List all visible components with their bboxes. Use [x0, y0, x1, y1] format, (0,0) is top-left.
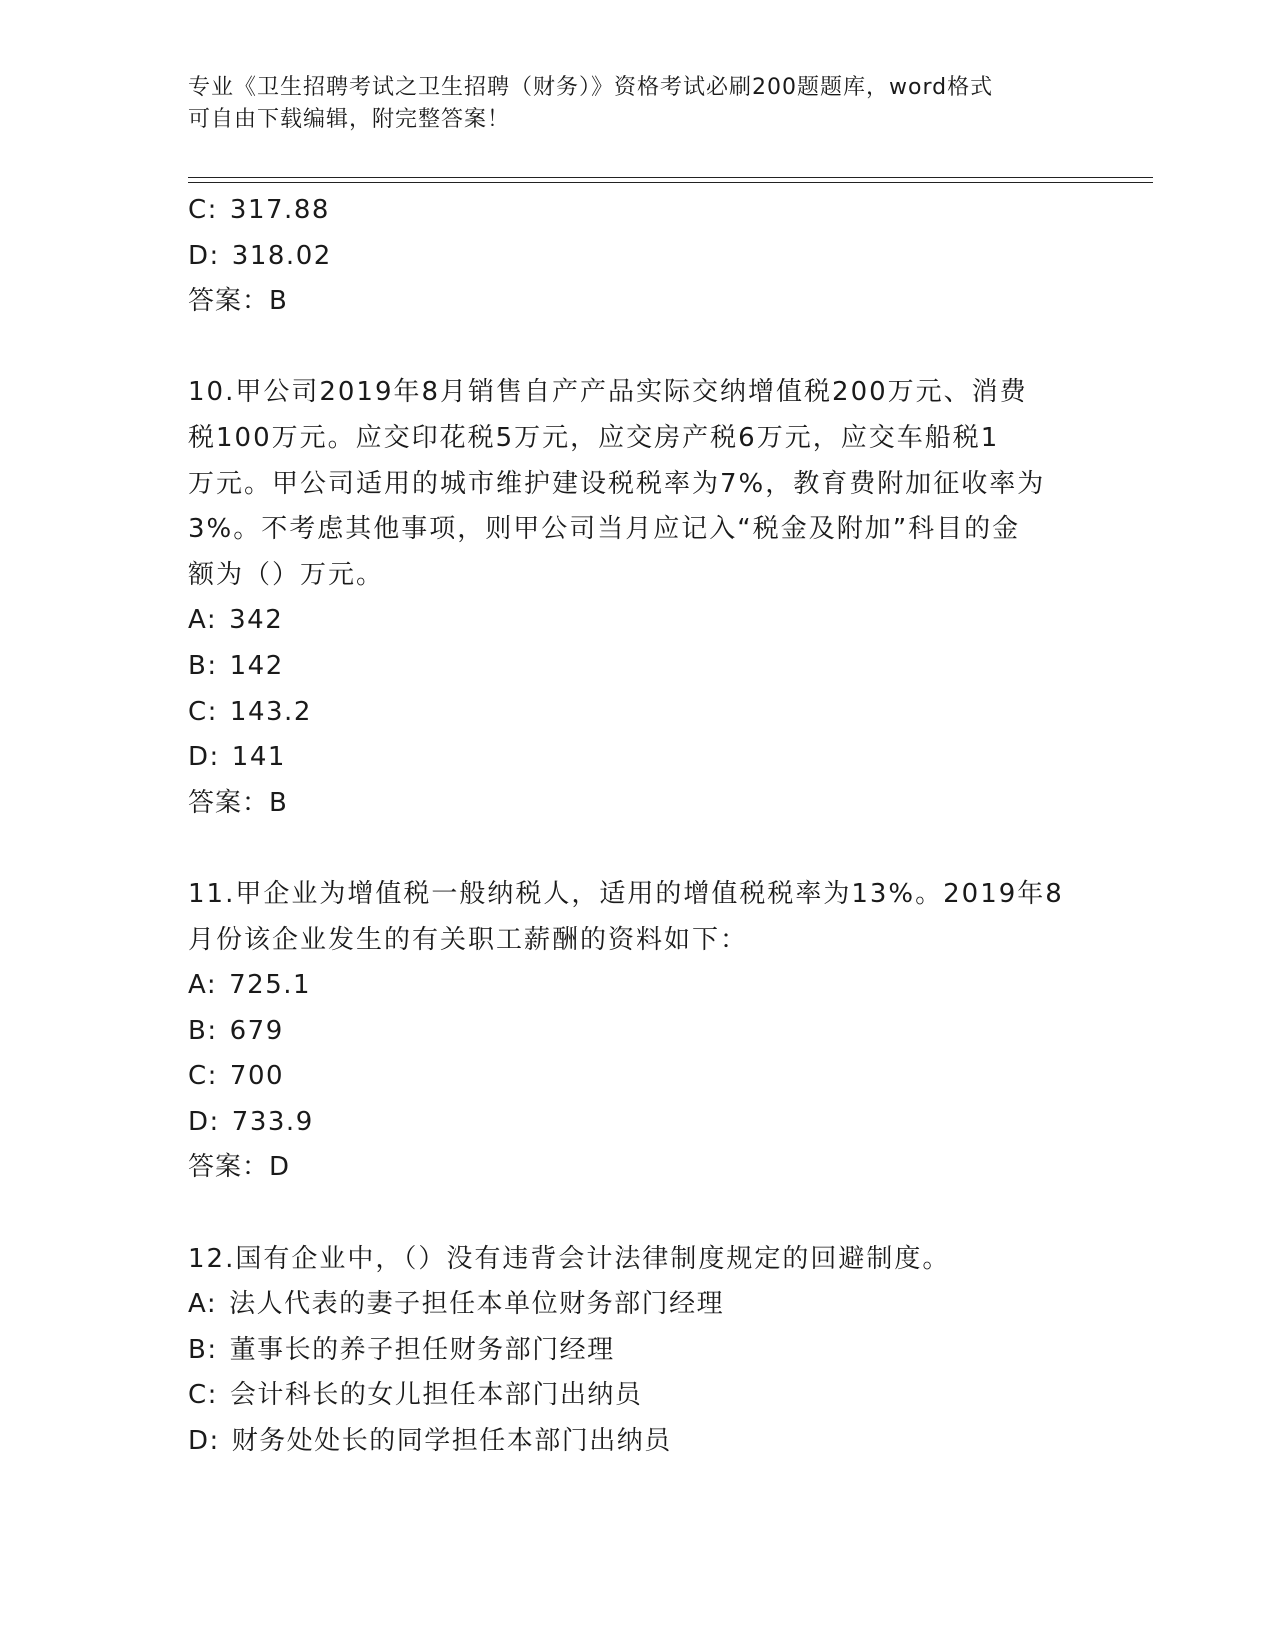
option-line — [188, 735, 1088, 781]
option-line — [188, 234, 1088, 280]
option-text: 725.1 — [229, 970, 312, 1001]
option-letter: C — [188, 1061, 208, 1092]
answer-value: D — [269, 1152, 291, 1183]
option-letter: C — [188, 1380, 208, 1411]
answer-label: 答案： — [188, 787, 270, 818]
spacer — [188, 325, 1088, 371]
option-separator: : — [207, 195, 218, 225]
question-10-block — [188, 370, 1088, 826]
option-separator: : — [206, 605, 218, 636]
option-letter: A — [188, 1289, 207, 1320]
option-letter: D — [188, 1426, 210, 1457]
answer-label: 答案： — [188, 286, 270, 317]
answer-value: B — [269, 286, 288, 317]
option-separator: : — [206, 970, 218, 1001]
option-text: 317.88 — [229, 195, 330, 225]
option-line — [188, 1282, 1088, 1328]
question-content — [188, 188, 1088, 1465]
option-letter: B — [188, 1015, 208, 1046]
option-letter: A — [188, 605, 207, 636]
option-line — [188, 644, 1088, 690]
answer-line — [188, 279, 1088, 325]
question-10-text — [188, 370, 1088, 598]
question-12-block — [188, 1237, 1088, 1465]
question-11-block — [188, 872, 1088, 1191]
question-text-line: 额为（）万元。 — [188, 559, 385, 590]
option-letter: D — [188, 742, 210, 773]
prev-question-block — [188, 188, 1088, 325]
option-separator: : — [207, 650, 218, 681]
option-text: 142 — [229, 650, 284, 681]
header-divider-top — [188, 177, 1153, 178]
option-separator: : — [207, 1015, 218, 1046]
question-text-line: 税100万元。应交印花税5万元，应交房产税6万元，应交车船税1 — [188, 422, 1000, 453]
option-separator: : — [209, 1426, 220, 1457]
option-line — [188, 1054, 1088, 1100]
question-text-line: 月份该企业发生的有关职工薪酬的资料如下： — [188, 924, 749, 955]
question-11-text — [188, 872, 1088, 963]
answer-line — [188, 781, 1088, 827]
option-separator: : — [209, 742, 220, 773]
option-separator: : — [207, 1380, 218, 1411]
option-separator: : — [207, 696, 218, 727]
option-letter: B — [188, 1334, 208, 1365]
question-text-line: 3%。不考虑其他事项，则甲公司当月应记入“税金及附加”科目的金 — [188, 514, 1021, 545]
answer-value: B — [269, 787, 288, 818]
answer-label: 答案： — [188, 1152, 270, 1183]
option-separator: : — [207, 1061, 218, 1092]
option-text: 700 — [229, 1061, 285, 1092]
spacer — [188, 1191, 1088, 1237]
header-title-line-2: 可自由下载编辑，附完整答案！ — [188, 107, 511, 132]
option-text: 141 — [231, 742, 286, 773]
option-letter: C — [188, 696, 208, 727]
option-text: 679 — [229, 1015, 284, 1046]
option-line — [188, 1373, 1088, 1419]
header-title-line-1: 专业《卫生招聘考试之卫生招聘（财务）》资格考试必刷200题题库，word格式 — [188, 75, 994, 100]
option-line — [188, 1328, 1088, 1374]
option-separator: : — [209, 240, 220, 271]
option-text: 会计科长的女儿担任本部门出纳员 — [229, 1380, 643, 1411]
answer-line — [188, 1145, 1088, 1191]
option-letter: A — [188, 970, 207, 1001]
option-line — [188, 963, 1088, 1009]
spacer — [188, 826, 1088, 872]
question-text-line: 10.甲公司2019年8月销售自产产品实际交纳增值税200万元、消费 — [188, 377, 1028, 408]
option-line — [188, 690, 1088, 736]
option-line — [188, 1009, 1088, 1055]
option-text: 342 — [229, 605, 284, 636]
option-text: 733.9 — [231, 1106, 314, 1137]
option-text: 法人代表的妻子担任本单位财务部门经理 — [229, 1289, 725, 1320]
question-12-text — [188, 1237, 1088, 1283]
option-line — [188, 1419, 1088, 1465]
option-separator: : — [207, 1334, 218, 1365]
option-text: 财务处处长的同学担任本部门出纳员 — [231, 1426, 672, 1457]
option-text: 318.02 — [231, 240, 332, 271]
option-letter: B — [188, 650, 208, 681]
question-text-line: 11.甲企业为增值税一般纳税人，适用的增值税税率为13%。2019年8 — [188, 878, 1064, 909]
option-line — [188, 598, 1088, 644]
option-line — [188, 1100, 1088, 1146]
option-text: 143.2 — [229, 696, 312, 727]
option-line — [188, 188, 1088, 234]
option-text: 董事长的养子担任财务部门经理 — [229, 1334, 615, 1365]
option-letter: D — [188, 1106, 210, 1137]
option-letter: C — [188, 195, 208, 225]
header-divider-bottom — [188, 182, 1153, 183]
question-text-line: 万元。甲公司适用的城市维护建设税税率为7%，教育费附加征收率为 — [188, 468, 1046, 499]
option-separator: : — [209, 1106, 220, 1137]
option-separator: : — [206, 1289, 218, 1320]
question-text-line: 12.国有企业中，（）没有违背会计法律制度规定的回避制度。 — [188, 1243, 951, 1274]
document-header — [188, 72, 1088, 136]
option-letter: D — [188, 240, 210, 271]
